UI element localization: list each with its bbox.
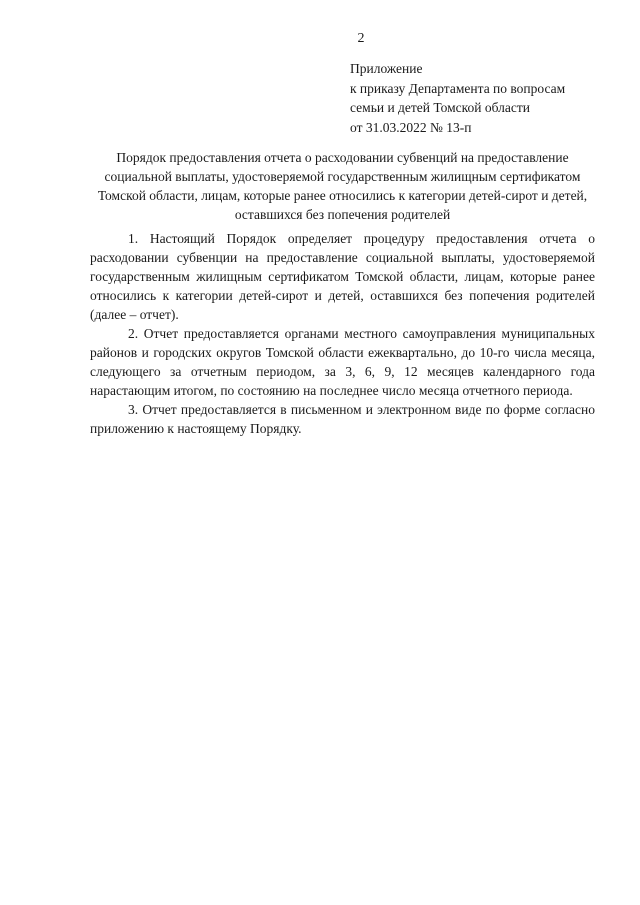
paragraph-2: 2. Отчет предоставляется органами местного самоуправления муниципальных районов и городских округов Томской области ежеквартально, до 10-го числа месяца, следующего за отчетным периодом, за 3, 6, 9, 12 месяцев календарного года нарастающим итогом, по состоянию на последнее число месяца отчетного периода. bbox=[90, 326, 595, 398]
annex-line-date: от 31.03.2022 № 13-п bbox=[350, 119, 472, 135]
annex-line-title: Приложение bbox=[350, 61, 423, 76]
paragraph-3: 3. Отчет предоставляется в письменном и электронном виде по форме согласно приложению к настоящему Порядку. bbox=[90, 402, 595, 436]
annex-line-department: семьи и детей Томской области bbox=[350, 100, 531, 115]
annex-line-order: к приказу Департамента по вопросам bbox=[350, 80, 566, 96]
paragraph-1: 1. Настоящий Порядок определяет процедуру предоставления отчета о расходовании субвенции на предоставление социальной выплаты, удостоверяемой государственным жилищным сертификатом Томской области, лицам, которые ранее относились к категории детей-сирот и детей, оставшихся без попечения родителей (далее – отчет). bbox=[90, 231, 595, 322]
document-body bbox=[90, 229, 595, 438]
page-number: 2 bbox=[357, 31, 365, 46]
annex-block bbox=[350, 59, 620, 137]
document-title: Порядок предоставления отчета о расходовании субвенций на предоставление социальной выплаты, удостоверяемой государственным жилищным сертификатом Томской области, лицам, которые ранее относились к категории детей-сирот и детей, оставшихся без попечения родителей bbox=[97, 150, 588, 222]
